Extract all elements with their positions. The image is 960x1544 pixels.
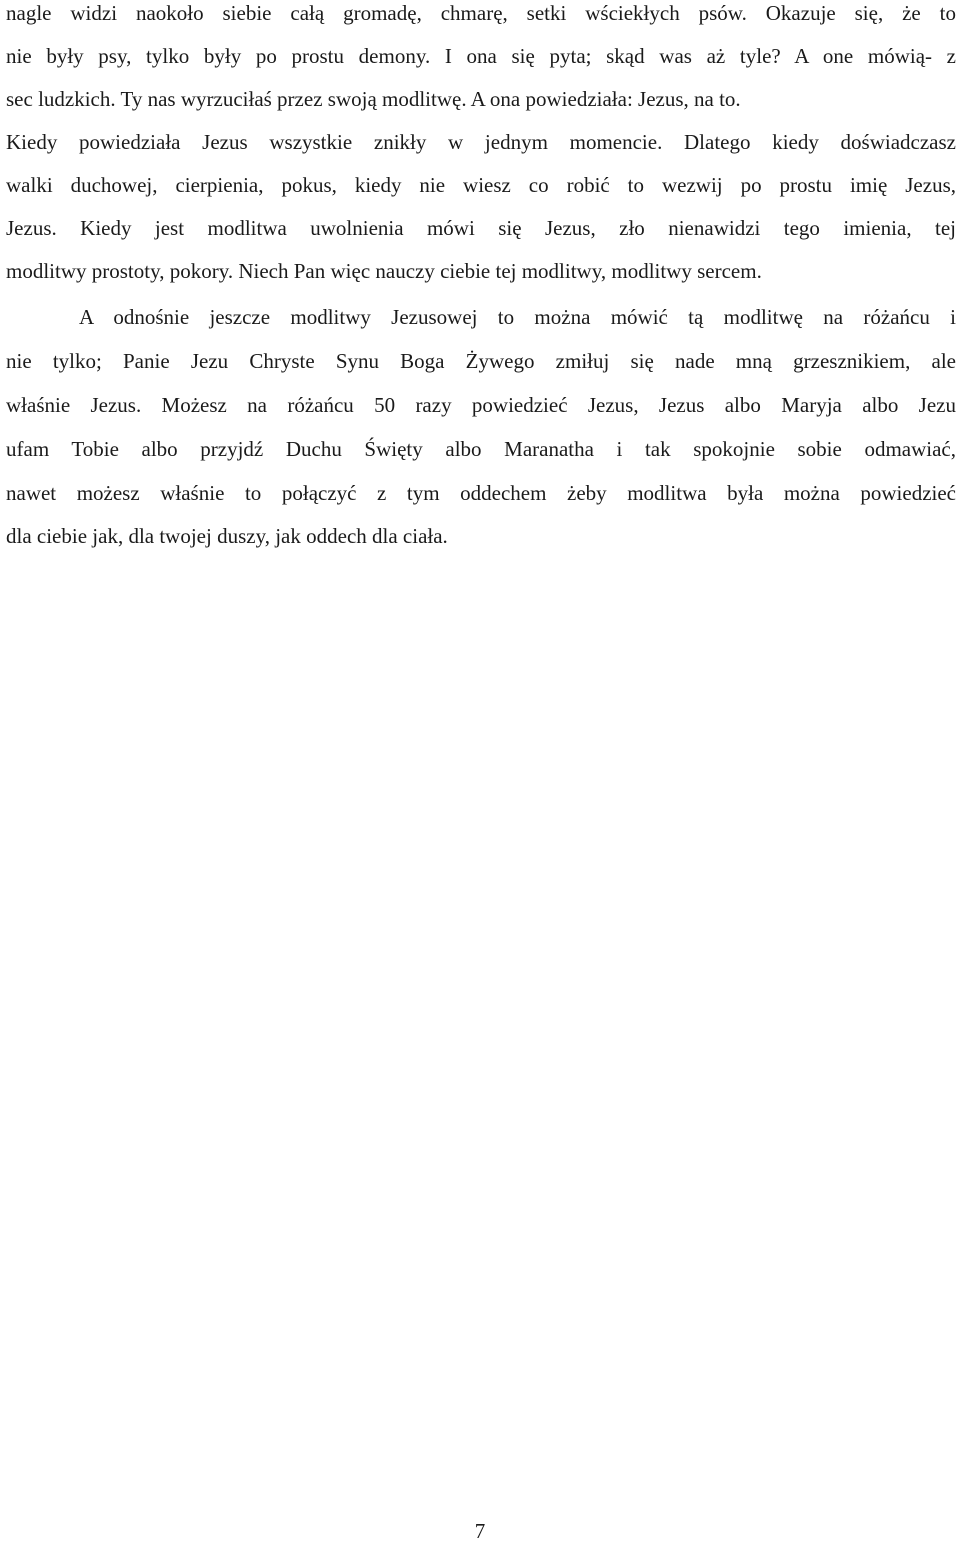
text-line: właśnie Jezus. Możesz na różańcu 50 razy powiedzieć Jezus, Jezus albo Maryja albo Jezu	[6, 393, 956, 417]
text-line: nagle widzi naokoło siebie całą gromadę, chmarę, setki wściekłych psów. Okazuje się, że to	[6, 1, 956, 25]
text-line: Jezus. Kiedy jest modlitwa uwolnienia mówi się Jezus, zło nienawidzi tego imienia, tej	[6, 216, 956, 240]
text-line: sec ludzkich. Ty nas wyrzuciłaś przez swoją modlitwę. A ona powiedziała: Jezus, na to.	[6, 87, 741, 111]
text-line: nawet możesz właśnie to połączyć z tym oddechem żeby modlitwa była można powiedzieć	[6, 481, 956, 505]
text-line: modlitwy prostoty, pokory. Niech Pan więc nauczy ciebie tej modlitwy, modlitwy sercem.	[6, 259, 762, 283]
text-line: nie tylko; Panie Jezu Chryste Synu Boga Żywego zmiłuj się nade mną grzesznikiem, ale	[6, 349, 956, 373]
text-line: nie były psy, tylko były po prostu demony. I ona się pyta; skąd was aż tyle? A one mówią- z	[6, 44, 956, 68]
text-line: A odnośnie jeszcze modlitwy Jezusowej to można mówić tą modlitwę na różańcu i	[79, 305, 956, 329]
page-number: 7	[474, 1519, 486, 1543]
text-line: dla ciebie jak, dla twojej duszy, jak oddech dla ciała.	[6, 524, 448, 548]
text-line: ufam Tobie albo przyjdź Duchu Święty albo Maranatha i tak spokojnie sobie odmawiać,	[6, 437, 956, 461]
text-line: Kiedy powiedziała Jezus wszystkie znikły w jednym momencie. Dlatego kiedy doświadczasz	[6, 130, 956, 154]
text-line: walki duchowej, cierpienia, pokus, kiedy nie wiesz co robić to wezwij po prostu imię Jezus,	[6, 173, 956, 197]
